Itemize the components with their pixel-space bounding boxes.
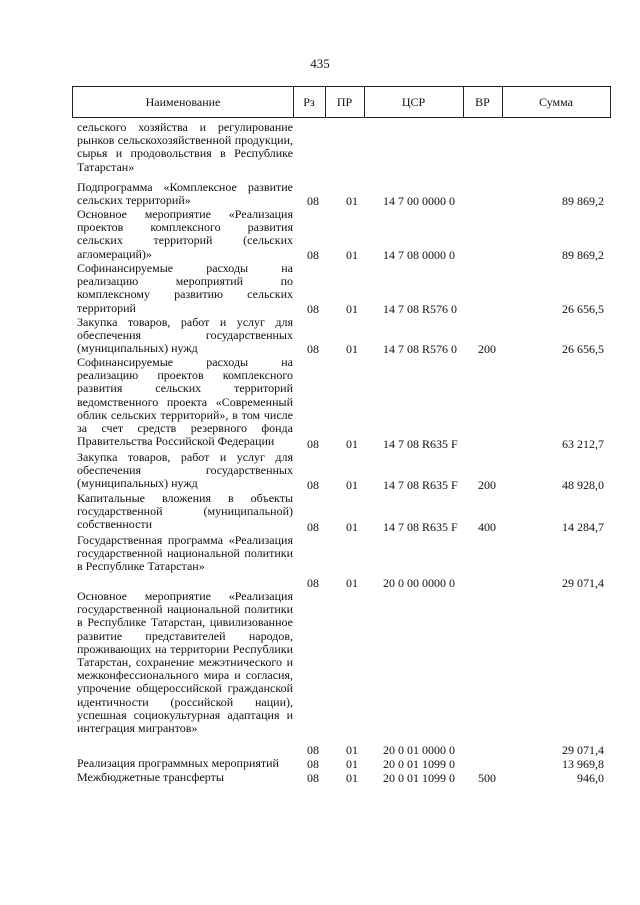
row-sum: 63 212,7	[562, 436, 604, 451]
row-csr: 14 7 00 0000 0	[383, 193, 455, 208]
row-pr: 01	[346, 247, 358, 262]
row-name: Закупка товаров, работ и услуг для обеспечения государственных (муниципальных) нужд	[77, 315, 293, 356]
row-rz: 08	[307, 247, 319, 262]
header-rz: Рз	[293, 87, 326, 117]
row-name: Межбюджетные трансферты	[77, 770, 224, 784]
row-rz: 08	[307, 756, 319, 771]
table-body	[0, 121, 640, 785]
table-row	[0, 771, 640, 785]
header-sum: Сумма	[539, 95, 573, 109]
row-vr: 400	[478, 519, 496, 534]
row-csr: 20 0 01 1099 0	[383, 770, 455, 785]
table-row	[0, 262, 640, 316]
row-sum: 48 928,0	[562, 477, 604, 492]
row-csr: 20 0 01 1099 0	[383, 756, 455, 771]
row-vr: 500	[478, 770, 496, 785]
table-row	[0, 534, 640, 590]
row-sum: 14 284,7	[562, 519, 604, 534]
row-name: Софинансируемые расходы на реализацию проектов комплексного развития сельских территорий ведомственного проекта «Современный облик сельских территорий», в том числе за счет средств резервного фонда Правительства Российской Федерации	[77, 355, 293, 449]
row-pr: 01	[346, 193, 358, 208]
row-name: Реализация программных мероприятий	[77, 756, 279, 770]
row-sum: 29 071,4	[562, 742, 604, 757]
row-rz: 08	[307, 341, 319, 356]
row-name: сельского хозяйства и регулирование рынков сельскохозяйственной продукции, сырья и продовольствия в Республике Татарстан»	[77, 120, 293, 174]
row-name: Основное мероприятие «Реализация проектов комплексного развития сельских территорий (сельских агломераций)»	[77, 207, 293, 261]
table-row	[0, 208, 640, 262]
row-pr: 01	[346, 436, 358, 451]
row-name: Софинансируемые расходы на реализацию мероприятий по комплексному развитию сельских территорий	[77, 261, 293, 315]
row-csr: 20 0 00 0000 0	[383, 575, 455, 590]
row-csr: 14 7 08 R576 0	[383, 301, 458, 316]
row-sum: 89 869,2	[562, 193, 604, 208]
row-sum: 26 656,5	[562, 301, 604, 316]
row-name: Государственная программа «Реализация государственной национальной политики в Республике Татарстан»	[77, 533, 293, 574]
header-csr: ЦСР	[364, 87, 464, 117]
row-pr: 01	[346, 575, 358, 590]
row-rz: 08	[307, 436, 319, 451]
row-rz: 08	[307, 575, 319, 590]
row-pr: 01	[346, 341, 358, 356]
row-rz: 08	[307, 519, 319, 534]
row-rz: 08	[307, 742, 319, 757]
row-pr: 01	[346, 519, 358, 534]
row-csr: 14 7 08 R635 F	[383, 519, 458, 534]
row-name: Подпрограмма «Комплексное развитие сельских территорий»	[77, 180, 293, 208]
table-row	[0, 316, 640, 356]
header-vr: ВР	[463, 87, 503, 117]
row-pr: 01	[346, 770, 358, 785]
row-csr: 14 7 08 R576 0	[383, 341, 458, 356]
row-rz: 08	[307, 477, 319, 492]
table-row	[0, 757, 640, 771]
row-vr: 200	[478, 341, 496, 356]
row-rz: 08	[307, 301, 319, 316]
row-csr: 14 7 08 R635 F	[383, 436, 458, 451]
table-row	[0, 492, 640, 534]
table-row	[0, 356, 640, 451]
table-header	[72, 86, 611, 118]
row-pr: 01	[346, 477, 358, 492]
row-rz: 08	[307, 193, 319, 208]
row-sum: 29 071,4	[562, 575, 604, 590]
table-row	[0, 181, 640, 208]
row-csr: 14 7 08 R635 F	[383, 477, 458, 492]
row-rz: 08	[307, 770, 319, 785]
row-pr: 01	[346, 742, 358, 757]
row-csr: 20 0 01 0000 0	[383, 742, 455, 757]
row-sum: 13 969,8	[562, 756, 604, 771]
table-row	[0, 121, 640, 181]
row-name: Закупка товаров, работ и услуг для обеспечения государственных (муниципальных) нужд	[77, 450, 293, 491]
header-name: Наименование	[73, 87, 294, 117]
page-number: 435	[310, 56, 330, 71]
row-pr: 01	[346, 301, 358, 316]
row-vr: 200	[478, 477, 496, 492]
header-pr: ПР	[325, 87, 365, 117]
table-row	[0, 590, 640, 757]
table-row	[0, 451, 640, 492]
row-csr: 14 7 08 0000 0	[383, 247, 455, 262]
row-name: Основное мероприятие «Реализация государственной национальной политики в Республике Татарстан, цивилизованное развитие представителей народов, проживающих на территории Республики Татарстан, сохранение межэтнического и межконфессионального мира и согласия, упрочение общероссийской гражданской идентичности (российской нации), успешная социокультурная адаптация и интеграция мигрантов»	[77, 589, 293, 736]
row-sum: 89 869,2	[562, 247, 604, 262]
row-name: Капитальные вложения в объекты государственной (муниципальной) собственности	[77, 491, 293, 532]
row-sum: 946,0	[577, 770, 604, 785]
row-pr: 01	[346, 756, 358, 771]
row-sum: 26 656,5	[562, 341, 604, 356]
